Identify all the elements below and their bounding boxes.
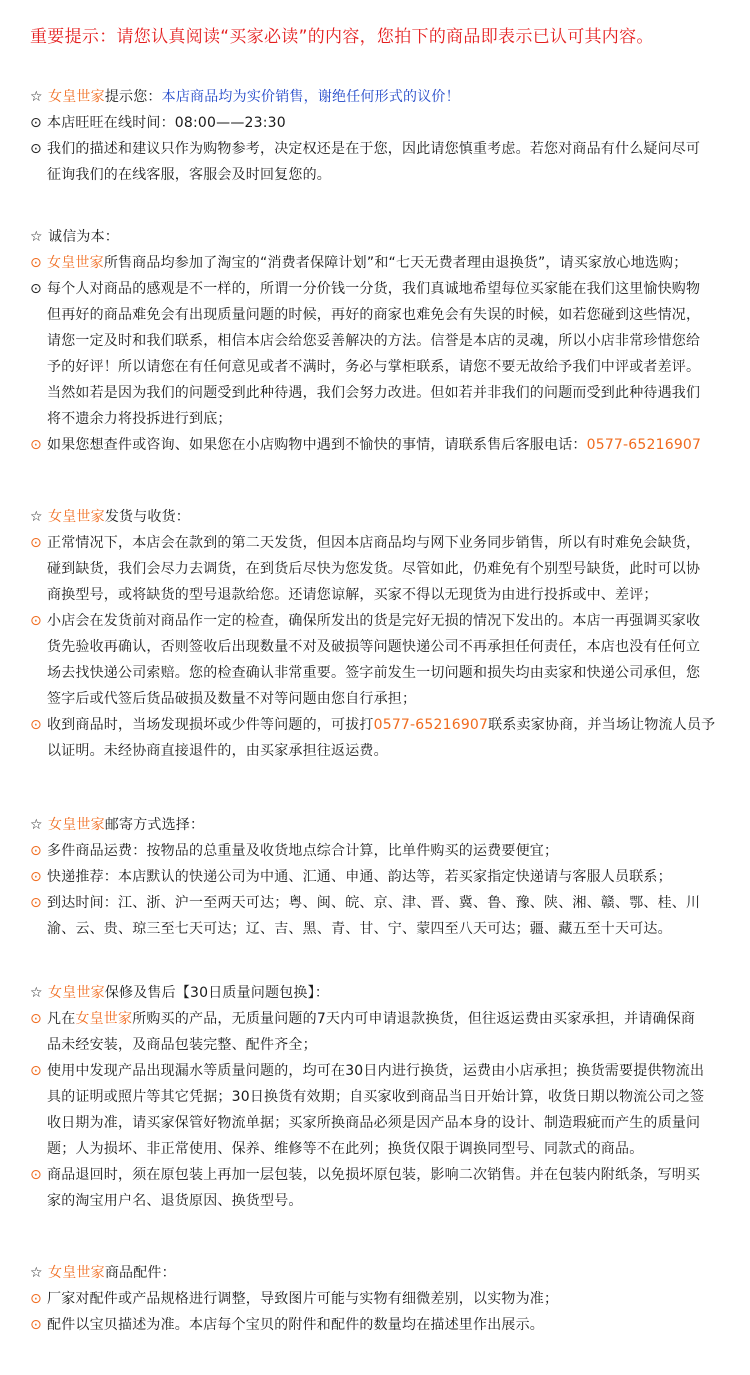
brand-name: 女皇世家 bbox=[48, 985, 105, 1001]
list-item-continued: 请您一定及时和我们联系，相信本店会给您妥善解决的方法。信誉是本店的灵魂，所以小店非常珍惜您给 bbox=[47, 333, 701, 349]
heading-text: 提示您： bbox=[104, 89, 162, 105]
heading-text: 邮寄方式选择： bbox=[104, 817, 205, 833]
bullet-icon: ⊙ bbox=[30, 1317, 42, 1333]
brand-name: 女皇世家 bbox=[48, 817, 105, 833]
bullet-icon: ⊙ bbox=[30, 895, 42, 911]
list-item bbox=[30, 864, 730, 890]
list-item-continued: 签字后或代签后货品破损及数量不对等问题由您自行承担； bbox=[47, 691, 417, 707]
brand-name: 女皇世家 bbox=[48, 89, 105, 105]
list-item bbox=[30, 136, 730, 162]
star-icon: ☆ bbox=[30, 89, 43, 105]
item-text: 配件以宝贝描述为准。本店每个宝贝的附件和配件的数量均在描述里作出展示。 bbox=[47, 1317, 544, 1333]
list-item bbox=[30, 530, 730, 556]
heading-text: 诚信为本： bbox=[48, 229, 119, 245]
list-item bbox=[30, 1006, 730, 1032]
item-text: 如果您想查件或咨询、如果您在小店购物中遇到不愉快的事情，请联系售后客服电话： bbox=[47, 437, 587, 453]
list-item bbox=[30, 1286, 730, 1312]
list-item-continued: 但再好的商品难免会有出现质量问题的时候，再好的商家也难免会有失误的时候，如若您碰到这些情况， bbox=[47, 307, 701, 323]
bullet-icon: ⊙ bbox=[30, 1167, 42, 1183]
list-item bbox=[30, 890, 730, 916]
item-text: 使用中发现产品出现漏水等质量问题的，均可在30日内进行换货，运费由小店承担；换货需要提供物流出 bbox=[47, 1063, 705, 1079]
section-heading bbox=[30, 84, 730, 110]
bullet-icon: ⊙ bbox=[30, 869, 42, 885]
bullet-icon: ⊙ bbox=[30, 115, 42, 131]
item-text: 所购买的产品，无质量问题的7天内可申请退款换货，但往返运费由买家承担，并请确保商 bbox=[132, 1011, 696, 1027]
service-phone: 0577-65216907 bbox=[586, 437, 702, 453]
section-warranty bbox=[30, 980, 730, 1214]
heading-text: 保修及售后【30日质量问题包换】： bbox=[104, 985, 330, 1001]
list-item-continued: 予的好评！所以请您在有任何意见或者不满时，务必与掌柜联系，请您不要无故给予我们中评或者差评。 bbox=[47, 359, 701, 375]
list-item bbox=[30, 712, 730, 738]
item-text: 联系卖家协商，并当场让物流人员予 bbox=[488, 717, 716, 733]
item-text: 每个人对商品的感观是不一样的，所谓一分价钱一分货，我们真诚地希望每位买家能在我们这里愉快购物 bbox=[47, 281, 701, 297]
list-item-continued: 题；人为损坏、非正常使用、保养、维修等不在此列；换货仅限于调换同型号、同款式的商品。 bbox=[47, 1141, 644, 1157]
section-accessories bbox=[30, 1260, 730, 1338]
section-heading bbox=[30, 812, 730, 838]
list-item-continued: 将不遗余力将投拆进行到底； bbox=[47, 411, 232, 427]
list-item-continued: 品未经安装，及商品包装完整、配件齐全； bbox=[47, 1037, 317, 1053]
list-item bbox=[30, 838, 730, 864]
list-item-continued: 收日期为准，请买家保管好物流单据；买家所换商品必须是因产品本身的设计、制造瑕疵而产生的质量问 bbox=[47, 1115, 701, 1131]
bullet-icon: ⊙ bbox=[30, 843, 42, 859]
list-item-continued: 场去找快递公司索赔。您的检查确认非常重要。签字前发生一切问题和损失均由卖家和快递公司承但，您 bbox=[47, 665, 701, 681]
no-bargain-notice: 本店商品均为实价销售，谢绝任何形式的议价！ bbox=[161, 89, 460, 105]
list-item bbox=[30, 432, 730, 458]
bullet-icon: ⊙ bbox=[30, 535, 42, 551]
bullet-icon: ⊙ bbox=[30, 717, 42, 733]
item-text: 到达时间：江、浙、沪一至两天可达；粤、闽、皖、京、津、晋、冀、鲁、豫、陕、湘、赣、鄂、桂、川 bbox=[47, 895, 701, 911]
section-shipping bbox=[30, 504, 730, 764]
list-item-continued: 家的淘宝用户名、退货原因、换货型号。 bbox=[47, 1193, 303, 1209]
item-text: 所售商品均参加了淘宝的“消费者保障计划”和“七天无费者理由退换货”，请买家放心地选购； bbox=[103, 255, 688, 271]
bullet-icon: ⊙ bbox=[30, 255, 42, 271]
heading-text: 商品配件： bbox=[104, 1265, 176, 1281]
list-item-continued: 具的证明或照片等其它凭据；30日换货有效期；自买家收到商品当日开始计算，收货日期以物流公司之签 bbox=[47, 1089, 705, 1105]
list-item-continued: 货先验收再确认，否则签收后出现数量不对及破损等问题快递公司不再承担任何责任，本店也没有任何立 bbox=[47, 639, 701, 655]
bullet-icon: ⊙ bbox=[30, 141, 42, 157]
brand-name: 女皇世家 bbox=[48, 509, 105, 525]
brand-name: 女皇世家 bbox=[47, 255, 104, 271]
list-item bbox=[30, 276, 730, 302]
bullet-icon: ⊙ bbox=[30, 281, 42, 297]
star-icon: ☆ bbox=[30, 1265, 43, 1281]
section-delivery bbox=[30, 812, 730, 942]
list-item-continued: 商换型号，或将缺货的型号退款给您。还请您谅解，买家不得以无现货为由进行投拆或中、差评； bbox=[47, 587, 658, 603]
list-item-continued: 渝、云、贵、琼三至七天可达；辽、吉、黑、青、甘、宁、蒙四至八天可达；疆、藏五至十天可达。 bbox=[47, 921, 672, 937]
section-shop-notice bbox=[30, 84, 730, 188]
item-text: 厂家对配件或产品规格进行调整，导致图片可能与实物有细微差别，以实物为准； bbox=[47, 1291, 559, 1307]
item-text: 收到商品时，当场发现损坏或少件等问题的，可拔打 bbox=[47, 717, 374, 733]
list-item bbox=[30, 608, 730, 634]
bullet-icon: ⊙ bbox=[30, 1291, 42, 1307]
bullet-icon: ⊙ bbox=[30, 1011, 42, 1027]
important-notice: 重要提示：请您认真阅读“买家必读”的内容，您拍下的商品即表示已认可其内容。 bbox=[30, 27, 654, 47]
bullet-icon: ⊙ bbox=[30, 437, 42, 453]
star-icon: ☆ bbox=[30, 985, 43, 1001]
item-text: 商品退回时，须在原包装上再加一层包装，以免损坏原包装，影响二次销售。并在包装内附纸条，写明买 bbox=[47, 1167, 701, 1183]
item-text: 小店会在发货前对商品作一定的检查，确保所发出的货是完好无损的情况下发出的。本店一再强调买家收 bbox=[47, 613, 701, 629]
star-icon: ☆ bbox=[30, 509, 43, 525]
section-integrity bbox=[30, 224, 730, 458]
section-heading bbox=[30, 1260, 730, 1286]
list-item bbox=[30, 110, 730, 136]
brand-name: 女皇世家 bbox=[75, 1011, 133, 1027]
section-heading bbox=[30, 504, 730, 530]
list-item-continued: 碰到缺货，我们会尽力去调货，在到货后尽快为您发货。尽管如此，仍难免有个别型号缺货，此时可以协 bbox=[47, 561, 701, 577]
list-item bbox=[30, 1312, 730, 1338]
section-heading bbox=[30, 224, 730, 250]
section-heading bbox=[30, 980, 730, 1006]
list-item-continued: 征询我们的在线客服，客服会及时回复您的。 bbox=[47, 167, 331, 183]
item-text: 我们的描述和建议只作为购物参考，决定权还是在于您，因此请您慎重考虑。若您对商品有什么疑问尽可 bbox=[47, 141, 701, 157]
star-icon: ☆ bbox=[30, 817, 43, 833]
item-text: 多件商品运费：按物品的总重量及收货地点综合计算，比单件购买的运费要便宜； bbox=[47, 843, 559, 859]
item-text: 快递推荐：本店默认的快递公司为中通、汇通、申通、韵达等，若买家指定快递请与客服人员联系； bbox=[47, 869, 672, 885]
item-text: 正常情况下，本店会在款到的第二天发货，但因本店商品均与网下业务同步销售，所以有时难免会缺货， bbox=[47, 535, 701, 551]
list-item bbox=[30, 250, 730, 276]
heading-text: 发货与收货： bbox=[104, 509, 191, 525]
brand-name: 女皇世家 bbox=[48, 1265, 105, 1281]
contact-phone: 0577-65216907 bbox=[373, 717, 489, 733]
bullet-icon: ⊙ bbox=[30, 613, 42, 629]
list-item-continued: 以证明。未经协商直接退件的，由买家承担往返运费。 bbox=[47, 743, 388, 759]
list-item bbox=[30, 1058, 730, 1084]
list-item-continued: 当然如若是因为我们的问题受到此种待遇，我们会努力改进。但如若并非我们的问题而受到此种待遇我们 bbox=[47, 385, 701, 401]
item-text: 本店旺旺在线时间：08:00——23:30 bbox=[47, 115, 286, 131]
star-icon: ☆ bbox=[30, 229, 43, 245]
bullet-icon: ⊙ bbox=[30, 1063, 42, 1079]
list-item bbox=[30, 1162, 730, 1188]
item-text: 凡在 bbox=[47, 1011, 76, 1027]
